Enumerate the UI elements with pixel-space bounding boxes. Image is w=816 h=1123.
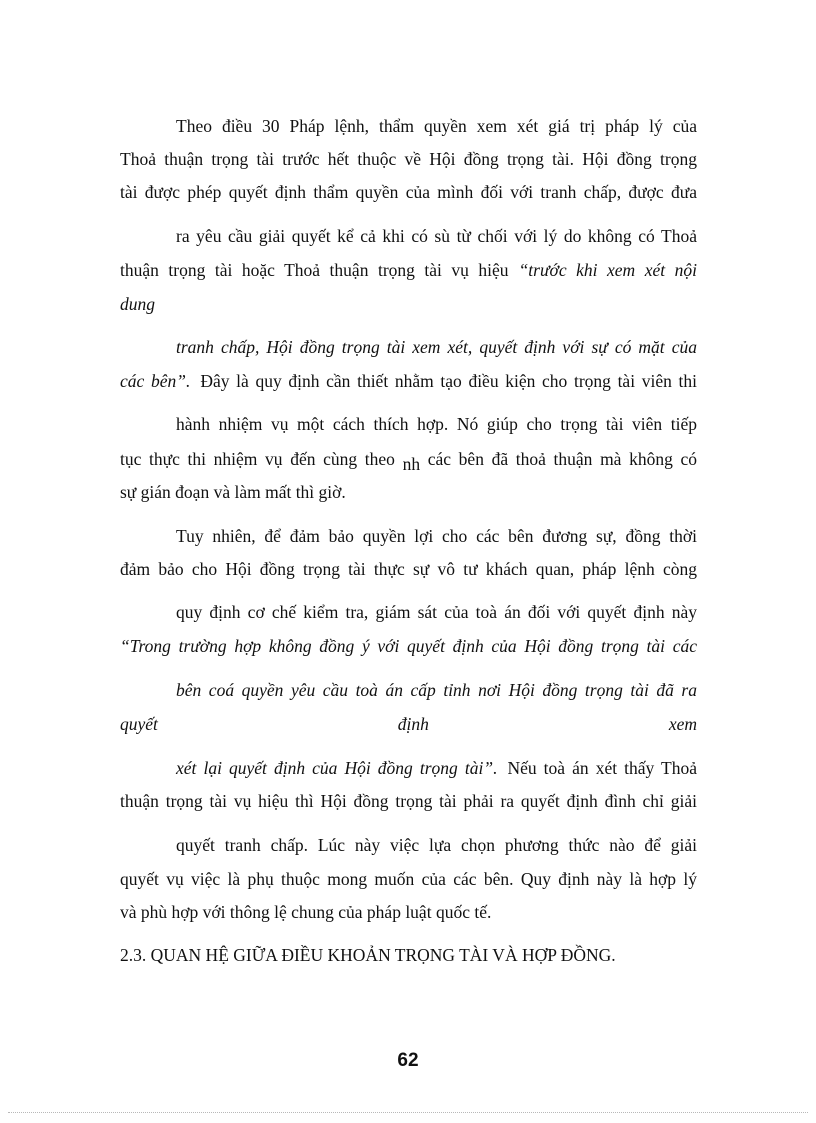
text-line: Thoả thuận trọng tài trước hết thuộc về Hội đồng trọng tài. Hội đồng trọng	[120, 149, 697, 169]
text-line: dung	[120, 294, 155, 314]
text-line: và phù hợp với thông lệ chung của pháp luật quốc tế.	[120, 902, 492, 922]
text-line: bên coá quyền yêu cầu toà án cấp tỉnh nơi Hội đồng trọng tài đã ra	[176, 680, 697, 700]
text-line: các bên”. Đây là quy định cần thiết nhằm tạo điều kiện cho trọng tài viên thi	[120, 371, 697, 391]
text-line: thuận trọng tài vụ hiệu thì Hội đồng trọng tài phải ra quyết định đình chỉ giải	[120, 791, 697, 811]
text-line: quyết tranh chấp. Lúc này việc lựa chọn phương thức nào để giải	[176, 835, 697, 855]
page-border-divider	[8, 1112, 808, 1113]
text-line: quyết vụ việc là phụ thuộc mong muốn của các bên. Quy định này là hợp lý	[120, 869, 697, 889]
text-line: thuận trọng tài hoặc Thoả thuận trọng tài vụ hiệu “trước khi xem xét nội	[120, 260, 697, 280]
text-line: “Trong trường hợp không đồng ý với quyết định của Hội đồng trọng tài các	[120, 636, 697, 656]
section-heading: 2.3. QUAN HỆ GIỮA ĐIỀU KHOẢN TRỌNG TÀI VÀ HỢP ĐỒNG.	[120, 945, 616, 965]
text-line: Tuy nhiên, để đảm bảo quyền lợi cho các bên đương sự, đồng thời	[176, 526, 697, 546]
text-line: Theo điều 30 Pháp lệnh, thẩm quyền xem xét giá trị pháp lý của	[176, 116, 697, 136]
text-line: quyết định xem	[120, 714, 697, 734]
text-line: hành nhiệm vụ một cách thích hợp. Nó giúp cho trọng tài viên tiếp	[176, 414, 697, 434]
text-line: đảm bảo cho Hội đồng trọng tài thực sự vô tư khách quan, pháp lệnh còng	[120, 559, 697, 579]
text-line: sự gián đoạn và làm mất thì giờ.	[120, 482, 346, 502]
text-line: tranh chấp, Hội đồng trọng tài xem xét, quyết định với sự có mặt của	[176, 337, 697, 357]
page-number: 62	[397, 1050, 419, 1071]
text-line: ra yêu cầu giải quyết kể cả khi có sù từ chối với lý do không có Thoả	[176, 226, 697, 246]
text-line: tài được phép quyết định thẩm quyền của mình đối với tranh chấp, được đưa	[120, 182, 697, 202]
text-line: xét lại quyết định của Hội đồng trọng tài”. Nếu toà án xét thấy Thoả	[176, 758, 697, 778]
text-line: quy định cơ chế kiểm tra, giám sát của toà án đối với quyết định này	[176, 602, 697, 622]
text-line: tục thực thi nhiệm vụ đến cùng theo nh các bên đã thoả thuận mà không có	[120, 449, 698, 474]
